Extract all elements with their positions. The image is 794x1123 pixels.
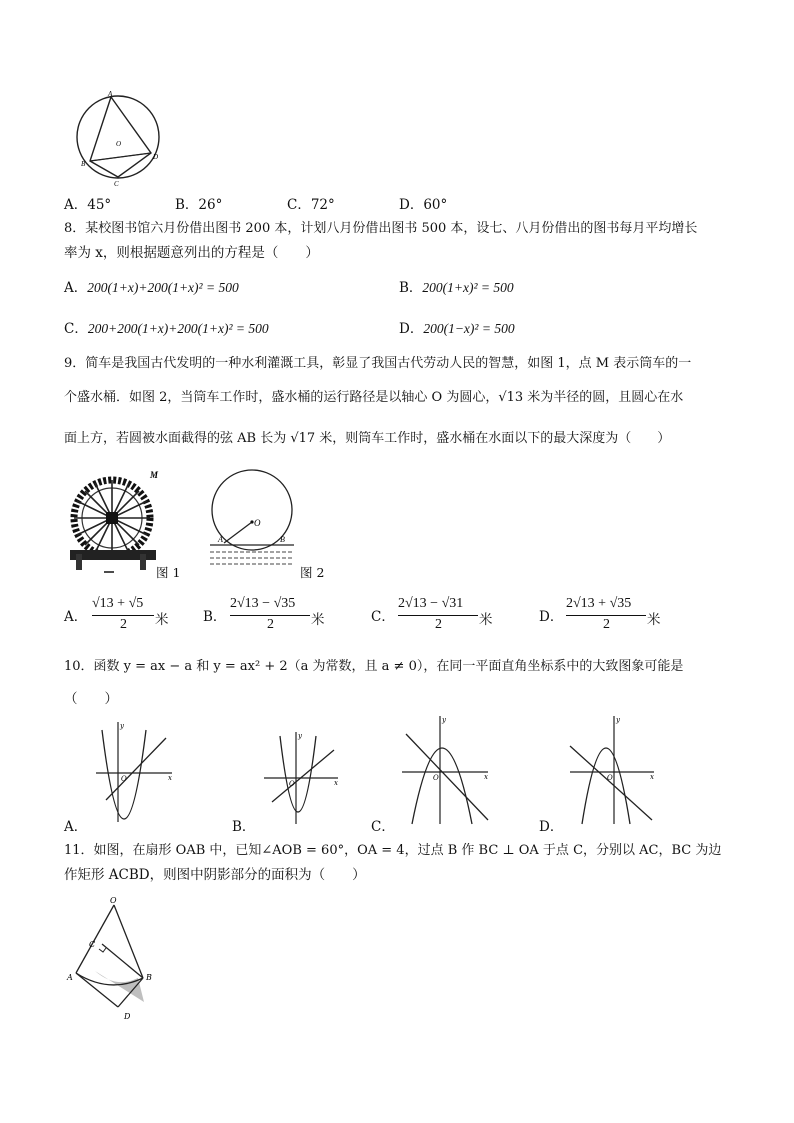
q9-fig1-label: 图 1 xyxy=(156,565,181,580)
q10-graph-b-y-label: y xyxy=(298,732,302,740)
q10-graph-b-origin: O xyxy=(289,780,295,788)
q10-graph-c-x-label: x xyxy=(484,773,488,781)
q8-option-d-label: D． xyxy=(399,321,424,337)
q10-stem-line2: （ ） xyxy=(64,691,118,707)
q10-option-b[interactable]: B． xyxy=(232,819,256,835)
q7-option-a[interactable]: A．45° xyxy=(64,197,112,213)
q9-option-d-denominator: 2 xyxy=(603,617,610,632)
q11-point-o: O xyxy=(110,896,117,905)
q10-option-c[interactable]: C． xyxy=(371,819,395,835)
q11-point-b: B xyxy=(146,973,152,982)
q7-point-d: D xyxy=(153,153,159,161)
q9-circle-water-figure xyxy=(204,468,300,578)
q11-point-c: C xyxy=(89,940,96,949)
q10-graph-d-y-label: y xyxy=(616,716,620,724)
q8-option-c-label: C． xyxy=(64,321,88,337)
q8-option-a[interactable] xyxy=(64,279,239,297)
q9-option-a-denominator: 2 xyxy=(120,617,127,632)
q9-fig1-point-m: M xyxy=(150,470,159,480)
q9-option-a-fraction-bar xyxy=(92,615,154,616)
q8-option-b-label: B． xyxy=(399,280,423,296)
q11-stem-line1: 11．如图，在扇形 OAB 中，已知∠AOB = 60°，OA = 4，过点 B 作 BC ⊥ OA 于点 C，分别以 AC，BC 为边 xyxy=(64,843,722,858)
q8-option-a-label: A． xyxy=(64,280,88,296)
q9-option-c-unit: 米 xyxy=(479,612,493,628)
q9-option-c-denominator: 2 xyxy=(435,617,442,632)
q9-option-b-fraction-bar xyxy=(230,615,310,616)
q10-graph-c-origin: O xyxy=(433,774,439,782)
q7-option-b[interactable]: B．26° xyxy=(175,197,223,213)
q9-option-a-fraction xyxy=(92,596,154,638)
q9-option-c-fraction xyxy=(398,596,478,638)
q9-option-c-fraction-bar xyxy=(398,615,478,616)
q9-fig2-point-a: A xyxy=(218,535,223,544)
q8-option-b-equation: 200(1+x)² = 500 xyxy=(422,280,514,295)
q7-circle-figure xyxy=(64,88,174,188)
q11-point-d: D xyxy=(124,1012,131,1021)
q8-option-c-equation: 200+200(1+x)+200(1+x)² = 500 xyxy=(87,321,269,336)
q9-fig2-point-b: B xyxy=(280,535,285,544)
q7-point-a: A xyxy=(108,90,113,98)
q7-option-d[interactable]: D．60° xyxy=(399,197,448,213)
q9-option-d-fraction-bar xyxy=(566,615,646,616)
q9-option-c-label: C． xyxy=(371,609,395,625)
q10-stem-line1: 10．函数 y = ax − a 和 y = ax² + 2（a 为常数，且 a ≠ 0），在同一平面直角坐标系中的大致图象可能是 xyxy=(64,659,684,674)
q9-option-d-numerator: 2√13 + √35 xyxy=(566,596,632,611)
q10-graph-d-x-label: x xyxy=(650,773,654,781)
q9-option-b-fraction xyxy=(230,596,310,638)
q10-graph-a-origin: O xyxy=(121,775,127,783)
q9-stem-line3: 面上方，若圆被水面截得的弦 AB 长为 √17 米，则筒车工作时，盛水桶在水面以下的最大深度为（ ） xyxy=(64,431,671,446)
q8-stem-line2: 率为 x，则根据题意列出的方程是（ ） xyxy=(64,245,319,261)
q9-option-d-label: D． xyxy=(539,609,564,625)
q10-option-d[interactable]: D． xyxy=(539,819,564,835)
q8-stem-line1: 8．某校图书馆六月份借出图书 200 本，计划八月份借出图书 500 本，设七、八月份借出的图书每月平均增长 xyxy=(64,221,698,236)
q11-stem-line2: 作矩形 ACBD，则图中阴影部分的面积为（ ） xyxy=(64,867,366,883)
q9-option-b-numerator: 2√13 − √35 xyxy=(230,596,296,611)
q9-option-b-label: B． xyxy=(203,609,227,625)
q9-stem-line2: 个盛水桶．如图 2，当筒车工作时，盛水桶的运行路径是以轴心 O 为圆心，√13 米为半径的圆，且圆心在水 xyxy=(64,390,684,405)
q11-point-a: A xyxy=(67,973,73,982)
q7-point-b: B xyxy=(81,160,86,168)
q9-option-a-label: A． xyxy=(64,609,88,625)
q10-graph-d xyxy=(564,712,660,826)
q8-option-b[interactable] xyxy=(399,279,514,297)
q7-point-c: C xyxy=(114,180,119,188)
q9-option-a-unit: 米 xyxy=(155,612,169,628)
q8-option-d[interactable] xyxy=(399,320,515,338)
q9-option-b-unit: 米 xyxy=(311,612,325,628)
q11-sector-figure xyxy=(64,894,164,1022)
q9-option-d-unit: 米 xyxy=(647,612,661,628)
q9-option-d-fraction xyxy=(566,596,646,638)
q8-option-d-equation: 200(1−x)² = 500 xyxy=(423,321,515,336)
q9-option-b-denominator: 2 xyxy=(267,617,274,632)
q10-graph-c-y-label: y xyxy=(442,716,446,724)
q9-option-a-numerator: √13 + √5 xyxy=(92,596,144,611)
q8-option-c[interactable] xyxy=(64,320,269,338)
q10-graph-c xyxy=(396,712,494,826)
q10-graph-b-x-label: x xyxy=(334,779,338,787)
q9-fig2-label: 图 2 xyxy=(300,565,325,580)
q10-option-a[interactable]: A． xyxy=(64,819,88,835)
q9-water-wheel-figure xyxy=(66,466,162,576)
q7-option-c[interactable]: C．72° xyxy=(287,197,335,213)
q10-graph-d-origin: O xyxy=(607,774,613,782)
q9-stem-line1: 9．简车是我国古代发明的一种水利灌溉工具，彰显了我国古代劳动人民的智慧，如图 1，点 M 表示筒车的一 xyxy=(64,356,692,371)
q8-option-a-equation: 200(1+x)+200(1+x)² = 500 xyxy=(87,280,239,295)
q10-graph-a-y-label: y xyxy=(120,722,124,730)
q10-graph-a xyxy=(88,718,176,826)
q10-graph-a-x-label: x xyxy=(168,774,172,782)
q7-point-o: O xyxy=(116,140,122,148)
q9-option-c-numerator: 2√13 − √31 xyxy=(398,596,464,611)
q10-graph-b xyxy=(258,728,342,828)
q9-fig2-point-o: O xyxy=(254,518,261,528)
